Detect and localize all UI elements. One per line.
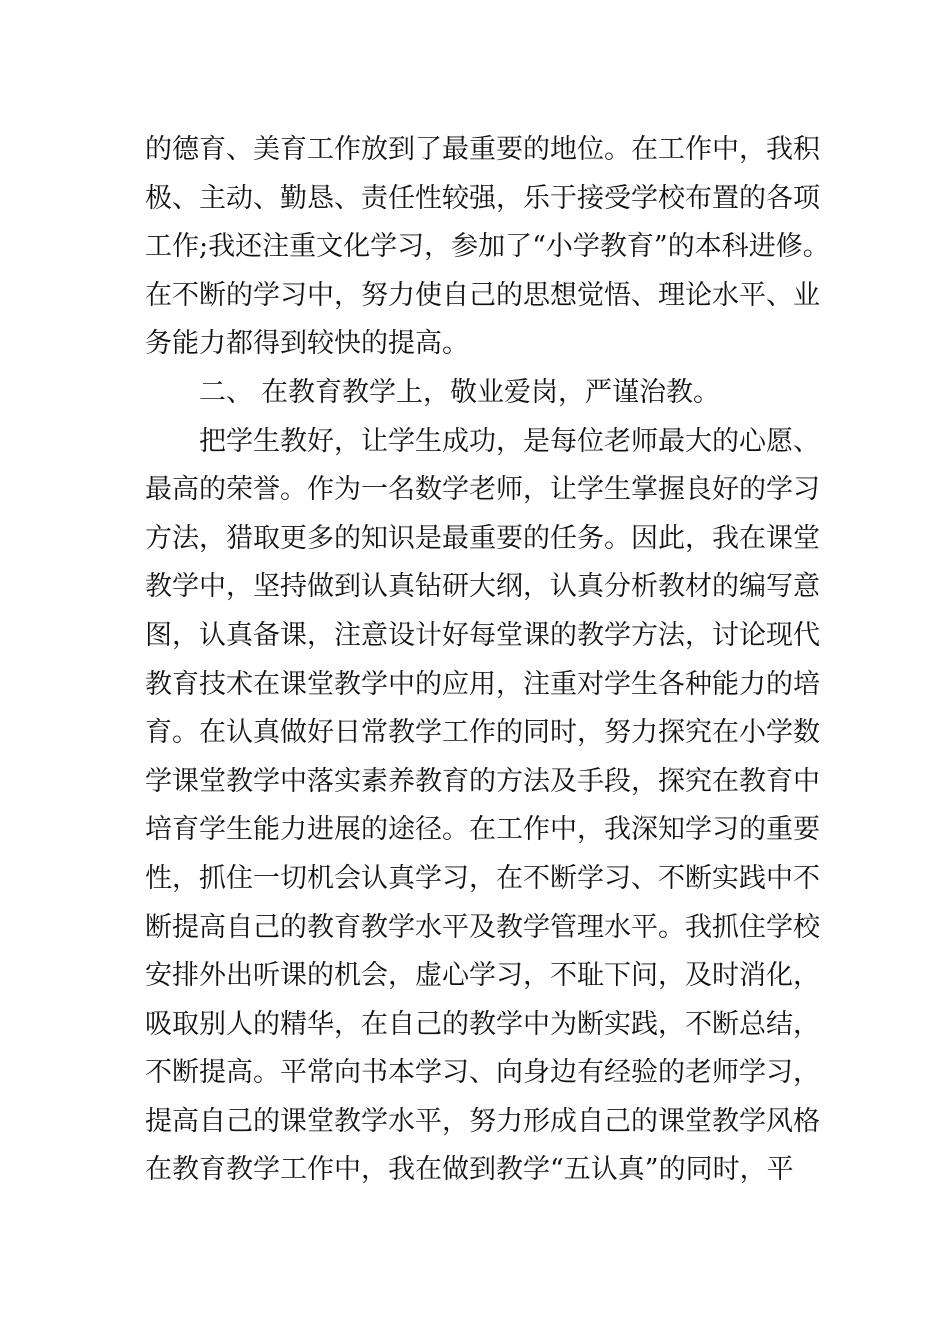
paragraph-line: 教学中，坚持做到认真钻研大纲，认真分析教材的编写意 [145, 571, 820, 603]
paragraph-line: 最高的荣誉。作为一名数学老师，让学生掌握良好的学习 [145, 474, 820, 506]
paragraph-line: 在不断的学习中，努力使自己的思想觉悟、理论水平、业 [145, 279, 820, 311]
paragraph-line: 教育技术在课堂教学中的应用，注重对学生各种能力的培 [145, 668, 820, 700]
paragraph-line: 学课堂教学中落实素养教育的方法及手段，探究在教育中 [145, 765, 820, 797]
paragraph-line: 把学生教好，让学生成功，是每位老师最大的心愿、 [199, 425, 820, 457]
paragraph-line: 的德育、美育工作放到了最重要的地位。在工作中，我积 [145, 134, 820, 165]
paragraph-line: 培育学生能力进展的途径。在工作中，我深知学习的重要 [145, 814, 820, 846]
paragraph-line: 提高自己的课堂教学水平，努力形成自己的课堂教学风格 [145, 1105, 820, 1137]
paragraph-line: 育。在认真做好日常教学工作的同时，努力探究在小学数 [145, 717, 820, 749]
section-heading-text: 在教育教学上，敬业爱岗，严谨治教。 [261, 376, 720, 408]
paragraph-line: 方法，猎取更多的知识是最重要的任务。因此，我在课堂 [145, 522, 820, 554]
paragraph-line: 工作;我还注重文化学习，参加了“小学教育”的本科进修。 [145, 231, 830, 263]
paragraph-line: 务能力都得到较快的提高。 [145, 328, 469, 360]
paragraph-line: 在教育教学工作中，我在做到教学“五认真”的同时，平 [145, 1154, 794, 1186]
section-heading [145, 369, 825, 418]
paragraph-line: 断提高自己的教育教学水平及教学管理水平。我抓住学校 [145, 911, 820, 943]
paragraph-line: 极、主动、勤恳、责任性较强，乐于接受学校布置的各项 [145, 182, 820, 214]
section-heading-number: 二、 [199, 376, 253, 408]
paragraph-line: 图，认真备课，注意设计好每堂课的教学方法，讨论现代 [145, 619, 820, 651]
paragraph-line: 安排外出听课的机会，虚心学习，不耻下问，及时消化， [145, 960, 820, 992]
paragraph-line: 性，抓住一切机会认真学习，在不断学习、不断实践中不 [145, 862, 820, 894]
paragraph-line: 不断提高。平常向书本学习、向身边有经验的老师学习， [145, 1057, 820, 1089]
paragraph-line: 吸取别人的精华，在自己的教学中为断实践，不断总结， [145, 1008, 820, 1040]
document-body [145, 126, 830, 1195]
